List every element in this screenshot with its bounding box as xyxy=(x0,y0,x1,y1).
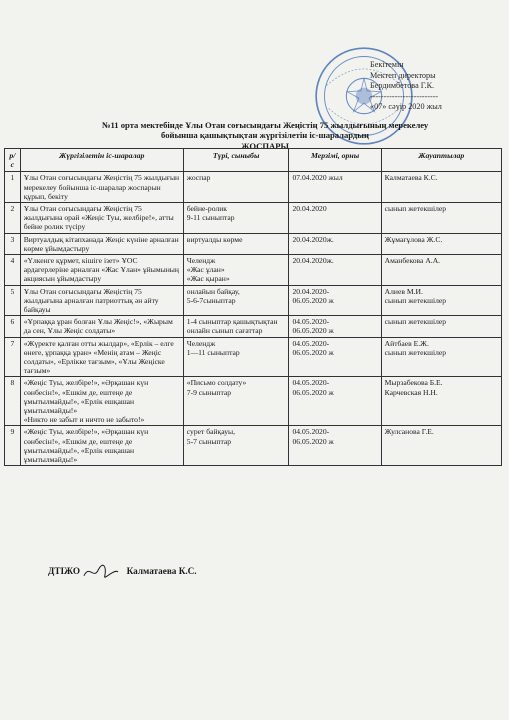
date-place-cell: 20.04.2020 xyxy=(289,203,381,234)
row-number: 5 xyxy=(5,285,21,316)
row-number: 7 xyxy=(5,337,21,377)
activity-cell: «Жүректе қалған отты жылдар», «Ерлік – елге өнеге, ұрпаққа ұран» «Менің атам – Жеңіс солдаты», «Ерлікке тағзым», «Ұлы Жеңіске тағзым» xyxy=(20,337,183,377)
responsible-cell: Алиев М.И. сынып жетекшілер xyxy=(381,285,501,316)
approval-director-name: Бердимбетова Г.К. xyxy=(370,81,435,91)
row-number: 6 xyxy=(5,316,21,337)
type-grade-cell: 1-4 сыныптар қашықтықтан онлайн сынып сағаттар xyxy=(183,316,289,337)
approval-heading: Бекітемін xyxy=(370,60,404,69)
activity-cell: Ұлы Отан соғысындағы Жеңістің 75 жылдығына арналған патриоттық ән айту байқауы xyxy=(20,285,183,316)
activity-cell: «Жеңіс Туы, желбіре!», «Әрқашан күн сөнбесін!», «Ешкім де, ештеңе де ұмытылмайды!», «Ерлік ешқашан ұмытылмайды!» «Никто не забыт и ничто не забыто!» xyxy=(20,377,183,426)
row-number: 9 xyxy=(5,426,21,466)
responsible-cell: Жулсанова Г.Е. xyxy=(381,426,501,466)
date-place-cell: 04.05.2020- 06.05.2020 ж xyxy=(289,377,381,426)
document-title xyxy=(55,120,475,151)
type-grade-cell: бейне-ролик 9-11 сыныптар xyxy=(183,203,289,234)
title-line-3: ЖОСПАРЫ xyxy=(241,140,289,151)
activity-cell: «Үлкенге құрмет, кішіге ізет» ҰОС ардагерлеріне арналған «Жас Ұлан» ұйымының акциясын ұйымдастыру xyxy=(20,255,183,286)
table-row xyxy=(5,285,502,316)
table-row xyxy=(5,316,502,337)
date-place-cell: 04.05.2020- 06.05.2020 ж xyxy=(289,337,381,377)
header-activities: Жүргізілетін іс-шаралар xyxy=(20,149,183,172)
type-grade-cell: онлайын байқау, 5-6-7сыныптар xyxy=(183,285,289,316)
header-type-grade: Түрі, сыныбы xyxy=(183,149,289,172)
activity-cell: Ұлы Отан соғысындағы Жеңістің 75 жылдығын мерекелеу бойынша іс-шаралар жоспарын құрып, бекіту xyxy=(20,172,183,203)
table-row xyxy=(5,203,502,234)
table-row xyxy=(5,255,502,286)
signature-block xyxy=(48,566,197,576)
responsible-cell: Мырзабекова Б.Е. Карчевская Н.Н. xyxy=(381,377,501,426)
type-grade-cell: Челендж «Жас ұлан» «Жас қыран» xyxy=(183,255,289,286)
signature-role: ДТІЖО xyxy=(48,566,81,576)
table-row xyxy=(5,233,502,254)
table-row xyxy=(5,172,502,203)
date-place-cell: 20.04.2020ж. xyxy=(289,255,381,286)
title-line-2: бойынша қашықтықтан жүргізілетін іс-шаралардың xyxy=(161,130,369,141)
type-grade-cell: жоспар xyxy=(183,172,289,203)
date-place-cell: 07.04.2020 жыл xyxy=(289,172,381,203)
approval-signature-line: ------------------------- xyxy=(370,91,439,101)
row-number: 8 xyxy=(5,377,21,426)
date-place-cell: 04.05.2020- 06.05.2020 ж xyxy=(289,426,381,466)
plan-table xyxy=(4,148,502,466)
activity-cell: Ұлы Отан соғысындағы Жеңістің 75 жылдығына орай «Жеңіс Туы, желбіре!», атты бейне ролик түсіру xyxy=(20,203,183,234)
type-grade-cell: сурет байқауы, 5-7 сыныптар xyxy=(183,426,289,466)
table-row xyxy=(5,337,502,377)
title-line-1: №11 орта мектебінде Ұлы Отан соғысындағы Жеңістің 75 жылдығының мерекелеу xyxy=(101,120,429,130)
activity-cell: «Ұрпаққа ұран болған Ұлы Жеңіс!», «Жырым да сен, Ұлы Жеңіс солдаты» xyxy=(20,316,183,337)
approval-block xyxy=(370,60,442,113)
type-grade-cell: «Письмо солдату» 7-9 сыныптар xyxy=(183,377,289,426)
approval-position: Мектеп директоры xyxy=(370,70,436,80)
table-body xyxy=(5,172,502,466)
table-row xyxy=(5,377,502,426)
activity-cell: Виртуалдық кітапханада Жеңіс күніне арналған көрме ұйымдастыру xyxy=(20,233,183,254)
type-grade-cell: Челендж 1—11 сыныптар xyxy=(183,337,289,377)
row-number: 2 xyxy=(5,203,21,234)
type-grade-cell: виртуалды көрме xyxy=(183,233,289,254)
responsible-cell: Айтбаев Е.Ж. сынып жетекшілер xyxy=(381,337,501,377)
responsible-cell: Аманбекова А.А. xyxy=(381,255,501,286)
row-number: 4 xyxy=(5,255,21,286)
date-place-cell: 04.05.2020- 06.05.2020 ж xyxy=(289,316,381,337)
table-row xyxy=(5,426,502,466)
row-number: 1 xyxy=(5,172,21,203)
date-place-cell: 20.04.2020- 06.05.2020 ж xyxy=(289,285,381,316)
responsible-cell: Жұмағұлова Ж.С. xyxy=(381,233,501,254)
header-number: р/с xyxy=(5,149,21,172)
responsible-cell: Калматаева К.С. xyxy=(381,172,501,203)
responsible-cell: сынып жетекшілер xyxy=(381,203,501,234)
date-place-cell: 20.04.2020ж. xyxy=(289,233,381,254)
approval-date: «07» сәуір 2020 жыл xyxy=(370,102,442,112)
header-date-place: Мерзімі, орны xyxy=(289,149,381,172)
activity-cell: «Жеңіс Туы, желбіре!», «Әрқашан күн сөнбесін!», «Ешкім де, ештеңе де ұмытылмайды!», «Ерлік ешқашан ұмытылмайды!» xyxy=(20,426,183,466)
row-number: 3 xyxy=(5,233,21,254)
signature-name: Калматаева К.С. xyxy=(126,566,197,576)
responsible-cell: сынып жетекшілер xyxy=(381,316,501,337)
header-responsible: Жауаптылар xyxy=(381,149,501,172)
table-header-row xyxy=(5,149,502,172)
